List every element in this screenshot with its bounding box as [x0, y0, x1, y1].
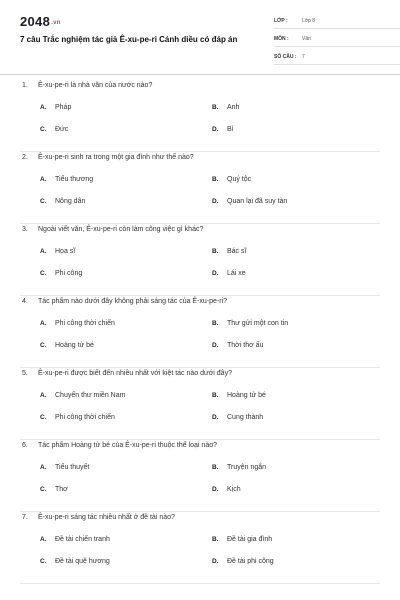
option-d[interactable] — [212, 342, 263, 349]
option-letter: A. — [40, 104, 47, 111]
option-text: Truyện ngắn — [227, 464, 267, 471]
option-letter: C. — [40, 558, 47, 565]
option-a[interactable] — [40, 248, 75, 255]
page-title: 7 câu Trắc nghiệm tác giả Ê-xu-pe-ri Cánh diều có đáp án — [20, 35, 238, 44]
site-logo[interactable] — [20, 14, 61, 29]
question-text — [22, 298, 227, 305]
option-letter: D. — [212, 342, 219, 349]
option-d[interactable] — [212, 558, 274, 565]
logo-suffix: .vn — [51, 20, 61, 26]
question-number: 3. — [22, 226, 28, 233]
option-letter: A. — [40, 536, 47, 543]
option-letter: D. — [212, 414, 219, 421]
question-text — [22, 442, 217, 449]
option-letter: A. — [40, 464, 47, 471]
option-letter: D. — [212, 198, 219, 205]
option-letter: B. — [212, 464, 219, 471]
question-number: 5. — [22, 370, 28, 377]
question-item — [20, 224, 380, 296]
option-a[interactable] — [40, 464, 89, 471]
meta-value: 7 — [302, 54, 305, 60]
option-c[interactable] — [40, 342, 94, 349]
option-text: Hoàng tử bé — [55, 342, 94, 349]
question-text — [22, 154, 194, 161]
option-a[interactable] — [40, 104, 71, 111]
option-b[interactable] — [212, 104, 239, 111]
meta-label: LỚP : — [274, 18, 288, 24]
option-a[interactable] — [40, 536, 110, 543]
option-letter: A. — [40, 248, 47, 255]
option-d[interactable] — [212, 198, 287, 205]
option-letter: A. — [40, 320, 47, 327]
option-c[interactable] — [40, 270, 82, 277]
meta-value: Lớp 8 — [302, 18, 316, 24]
question-item — [20, 368, 380, 440]
option-text: Thơ — [55, 486, 68, 493]
option-letter: C. — [40, 486, 47, 493]
question-prompt: Ê-xu-pe-ri được biết đến nhiều nhất với kiệt tác nào dưới đây? — [38, 370, 232, 377]
option-text: Quan lại đã suy tàn — [227, 198, 288, 205]
question-item — [20, 512, 380, 584]
option-text: Phi công — [55, 270, 83, 277]
question-prompt: Ê-xu-pe-ri sinh ra trong một gia đình như thế nào? — [38, 154, 194, 161]
option-c[interactable] — [40, 126, 68, 133]
meta-row-count — [274, 50, 400, 65]
option-text: Thời thơ ấu — [227, 342, 264, 349]
option-letter: B. — [212, 248, 219, 255]
option-text: Tiểu thuyết — [55, 464, 90, 471]
option-text: Lái xe — [227, 270, 246, 277]
option-text: Bác sĩ — [227, 248, 247, 255]
option-text: Đề tài chiến tranh — [55, 536, 110, 543]
question-prompt: Ê-xu-pe-ri sáng tác nhiều nhất ở đề tài nào? — [38, 514, 175, 521]
question-text — [22, 82, 152, 89]
question-item — [20, 152, 380, 224]
question-number: 1. — [22, 82, 28, 89]
option-c[interactable] — [40, 198, 85, 205]
option-letter: D. — [212, 558, 219, 565]
logo-text: 2048 — [20, 14, 51, 29]
question-item — [20, 296, 380, 368]
option-text: Cung thành — [227, 414, 264, 421]
option-text: Thư gửi một con tin — [227, 320, 289, 327]
option-text: Quý tộc — [227, 176, 252, 183]
option-a[interactable] — [40, 320, 115, 327]
option-text: Anh — [227, 104, 240, 111]
option-text: Chuyến thư miền Nam — [55, 392, 126, 399]
meta-label: MÔN : — [274, 36, 289, 42]
option-letter: A. — [40, 176, 47, 183]
option-letter: C. — [40, 270, 47, 277]
question-number: 2. — [22, 154, 28, 161]
option-text: Hoàng tử bé — [227, 392, 266, 399]
option-d[interactable] — [212, 126, 233, 133]
question-prompt: Ê-xu-pe-ri là nhà văn của nước nào? — [38, 82, 153, 89]
option-text: Đức — [55, 126, 69, 133]
option-text: Phi công thời chiến — [55, 320, 115, 327]
question-prompt: Ngoài viết văn, Ê-xu-pe-ri còn làm công việc gì khác? — [38, 226, 204, 233]
header — [20, 0, 380, 68]
option-text: Đề tài phi công — [227, 558, 274, 565]
option-text: Bỉ — [227, 126, 234, 133]
option-letter: C. — [40, 198, 47, 205]
option-text: Phi công thời chiến — [55, 414, 115, 421]
option-b[interactable] — [212, 536, 272, 543]
question-item — [20, 80, 380, 152]
option-letter: B. — [212, 536, 219, 543]
option-letter: D. — [212, 126, 219, 133]
option-c[interactable] — [40, 558, 110, 565]
option-b[interactable] — [212, 176, 251, 183]
question-number: 7. — [22, 514, 28, 521]
option-letter: B. — [212, 320, 219, 327]
question-text — [22, 226, 203, 233]
option-d[interactable] — [212, 270, 246, 277]
question-text — [22, 370, 232, 377]
question-text — [22, 514, 175, 521]
question-prompt: Tác phẩm Hoàng tử bé của Ê-xu-pe-ri thuộc thể loại nào? — [38, 442, 218, 449]
option-text: Đề tài gia đình — [227, 536, 273, 543]
option-b[interactable] — [212, 464, 266, 471]
option-letter: B. — [212, 104, 219, 111]
option-d[interactable] — [212, 414, 263, 421]
option-text: Kịch — [227, 486, 241, 493]
option-d[interactable] — [212, 486, 241, 493]
option-letter: C. — [40, 342, 47, 349]
option-c[interactable] — [40, 414, 115, 421]
option-text: Tiểu thương — [55, 176, 94, 183]
option-letter: B. — [212, 176, 219, 183]
question-number: 4. — [22, 298, 28, 305]
option-text: Đề tài quê hương — [55, 558, 110, 565]
option-letter: A. — [40, 392, 47, 399]
question-item — [20, 440, 380, 512]
option-letter: C. — [40, 414, 47, 421]
option-letter: D. — [212, 486, 219, 493]
option-letter: B. — [212, 392, 219, 399]
header-divider — [0, 74, 400, 75]
option-text: Họa sĩ — [55, 248, 76, 255]
option-letter: D. — [212, 270, 219, 277]
option-a[interactable] — [40, 392, 125, 399]
meta-label: SỐ CÂU : — [274, 54, 297, 60]
meta-row-subject — [274, 32, 400, 47]
option-b[interactable] — [212, 320, 288, 327]
option-c[interactable] — [40, 486, 68, 493]
option-letter: C. — [40, 126, 47, 133]
option-text: Pháp — [55, 104, 72, 111]
question-prompt: Tác phẩm nào dưới đây không phải sáng tác của Ê-xu-pe-ri? — [38, 298, 228, 305]
question-number: 6. — [22, 442, 28, 449]
option-text: Nông dân — [55, 198, 86, 205]
meta-info — [274, 14, 400, 68]
meta-value: Văn — [302, 36, 311, 42]
option-b[interactable] — [212, 392, 266, 399]
question-list — [20, 80, 380, 584]
option-b[interactable] — [212, 248, 246, 255]
option-a[interactable] — [40, 176, 93, 183]
meta-row-grade — [274, 14, 400, 29]
